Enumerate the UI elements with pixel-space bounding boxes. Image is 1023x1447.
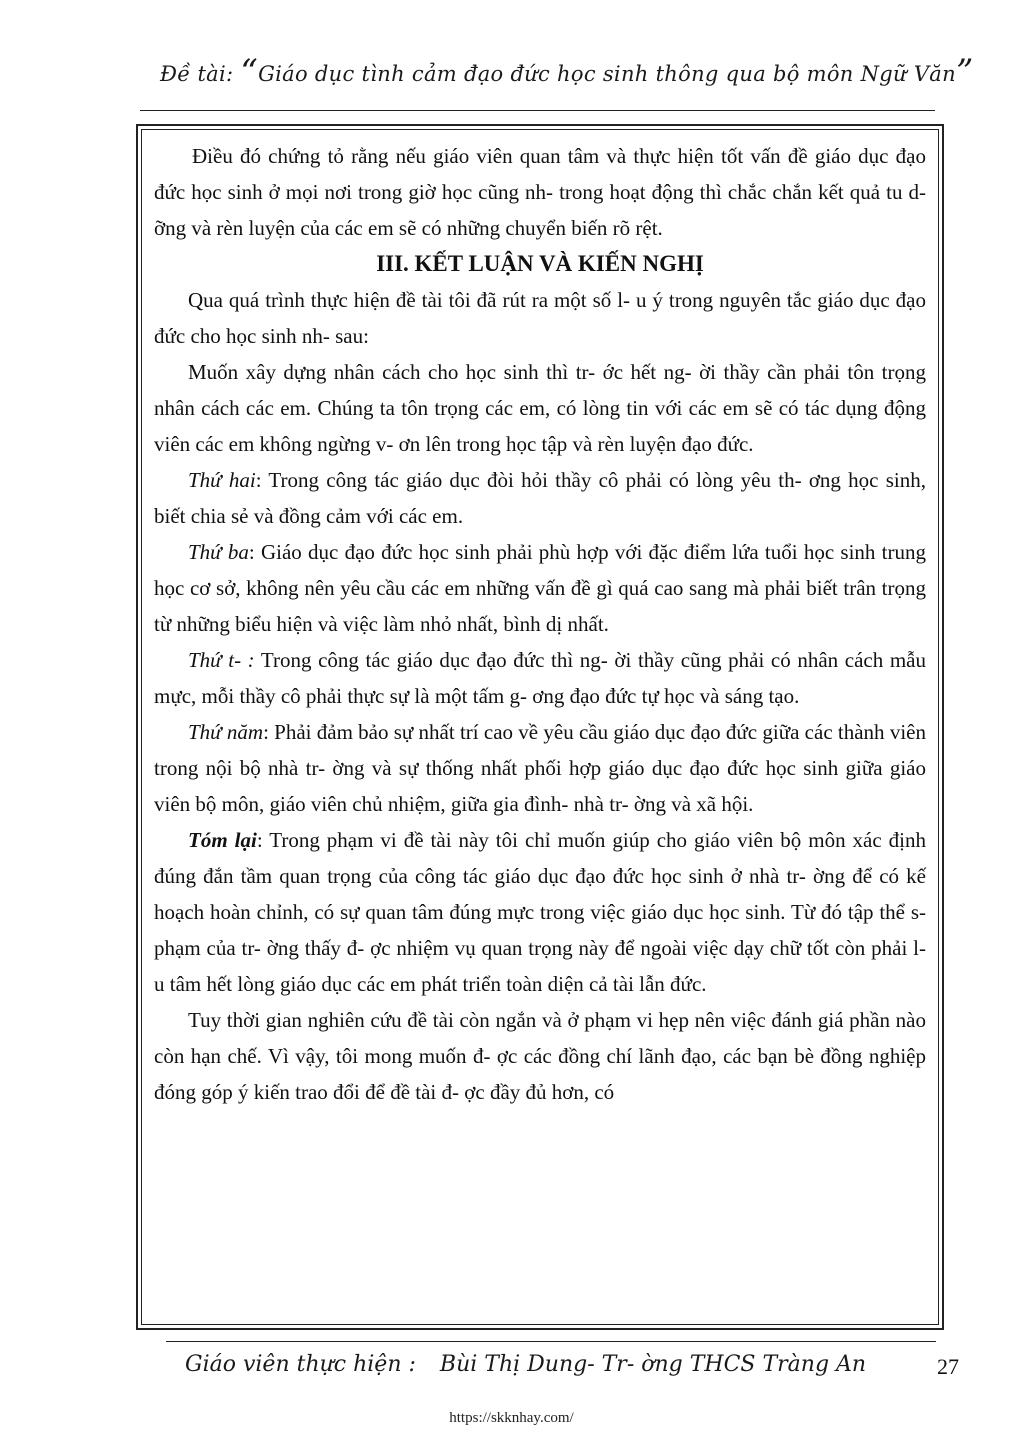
source-url: https://skknhay.com/: [449, 1410, 574, 1426]
paragraph-7-text: : Trong phạm vi đề tài này tôi chỉ muốn giúp cho giáo viên bộ môn xác định đúng đắn tầm quan trọng của công tác giáo dục đạo đức học sinh ở nhà tr- ờng để có kế hoạch hoàn chỉnh, có sự quan tâm đúng mực trong việc giáo dục học sinh. Từ đó tập thể s- phạm của tr- ờng thấy đ- ợc nhiệm vụ quan trọng này để ngoài việc dạy chữ tốt còn phải l- u tâm hết lòng giáo dục các em phát triển toàn diện cả tài lẫn đức.: [154, 828, 926, 996]
page-header: [160, 52, 974, 98]
paragraph-3: [154, 462, 926, 534]
page-footer: [185, 1352, 885, 1386]
paragraph-2: Muốn xây dựng nhân cách cho học sinh thì tr- ớc hết ng- ời thầy cần phải tôn trọng nhân cách các em. Chúng ta tôn trọng các em, có lòng tin với các em sẽ có tác dụng động viên các em không ngừng v- ơn lên trong học tập và rèn luyện đạo đức.: [154, 360, 926, 456]
footer-divider: [166, 1341, 936, 1342]
paragraph-6: [154, 714, 926, 822]
footer-author: Bùi Thị Dung- Tr- ờng THCS Tràng An: [439, 1352, 867, 1377]
paragraph-7-label: Tóm lại: [188, 828, 257, 852]
paragraph-5-text: Trong công tác giáo dục đạo đức thì ng- ời thầy cũng phải có nhân cách mẫu mực, mỗi thầy cô phải thực sự là một tấm g- ơng đạo đức tự học và sáng tạo.: [154, 648, 926, 708]
paragraph-3-label: Thứ hai: [188, 468, 256, 492]
document-body: [154, 138, 926, 1110]
header-prefix: Đề tài:: [160, 62, 234, 86]
paragraph-5-label: Thứ t- :: [188, 648, 255, 672]
paragraph-4: [154, 534, 926, 642]
paragraph-4-label: Thứ ba: [188, 540, 249, 564]
paragraph-1: Qua quá trình thực hiện đề tài tôi đã rút ra một số l- u ý trong nguyên tắc giáo dục đạo đức cho học sinh nh- sau:: [154, 288, 926, 348]
page-number: 27: [937, 1354, 959, 1379]
header-divider: [140, 110, 935, 111]
paragraph-3-text: : Trong công tác giáo dục đòi hỏi thầy cô phải có lòng yêu th- ơng học sinh, biết chia sẻ và đồng cảm với các em.: [154, 468, 926, 528]
header-close-quote: ”: [955, 52, 974, 92]
paragraph-6-label: Thứ năm: [188, 720, 264, 744]
header-title: Giáo dục tình cảm đạo đức học sinh thông qua bộ môn Ngữ Văn: [258, 62, 956, 86]
paragraph-6-text: : Phải đảm bảo sự nhất trí cao về yêu cầu giáo dục đạo đức giữa các thành viên trong nội bộ nhà tr- ờng và sự thống nhất phối hợp giáo dục đạo đức học sinh giữa giáo viên bộ môn, giáo viên chủ nhiệm, giữa gia đình- nhà tr- ờng và xã hội.: [154, 720, 926, 816]
intro-paragraph: Điều đó chứng tỏ rằng nếu giáo viên quan tâm và thực hiện tốt vấn đề giáo dục đạo đức học sinh ở mọi nơi trong giờ học cũng nh- trong hoạt động thì chắc chắn kết quả tu d- ỡng và rèn luyện của các em sẽ có những chuyển biến rõ rệt.: [154, 144, 926, 240]
section-heading: III. KẾT LUẬN VÀ KIẾN NGHỊ: [376, 251, 704, 276]
paragraph-7: [154, 822, 926, 1002]
paragraph-5: [154, 642, 926, 714]
header-open-quote: “: [240, 52, 259, 92]
paragraph-4-text: : Giáo dục đạo đức học sinh phải phù hợp với đặc điểm lứa tuổi học sinh trung học cơ sở, không nên yêu cầu các em những vấn đề gì quá cao sang mà phải biết trân trọng từ những biểu hiện và việc làm nhỏ nhất, bình dị nhất.: [154, 540, 926, 636]
footer-label: Giáo viên thực hiện :: [185, 1352, 416, 1377]
paragraph-8: Tuy thời gian nghiên cứu đề tài còn ngắn và ở phạm vi hẹp nên việc đánh giá phần nào còn hạn chế. Vì vậy, tôi mong muốn đ- ợc các đồng chí lãnh đạo, các bạn bè đồng nghiệp đóng góp ý kiến trao đổi để đề tài đ- ợc đầy đủ hơn, có: [154, 1008, 926, 1104]
